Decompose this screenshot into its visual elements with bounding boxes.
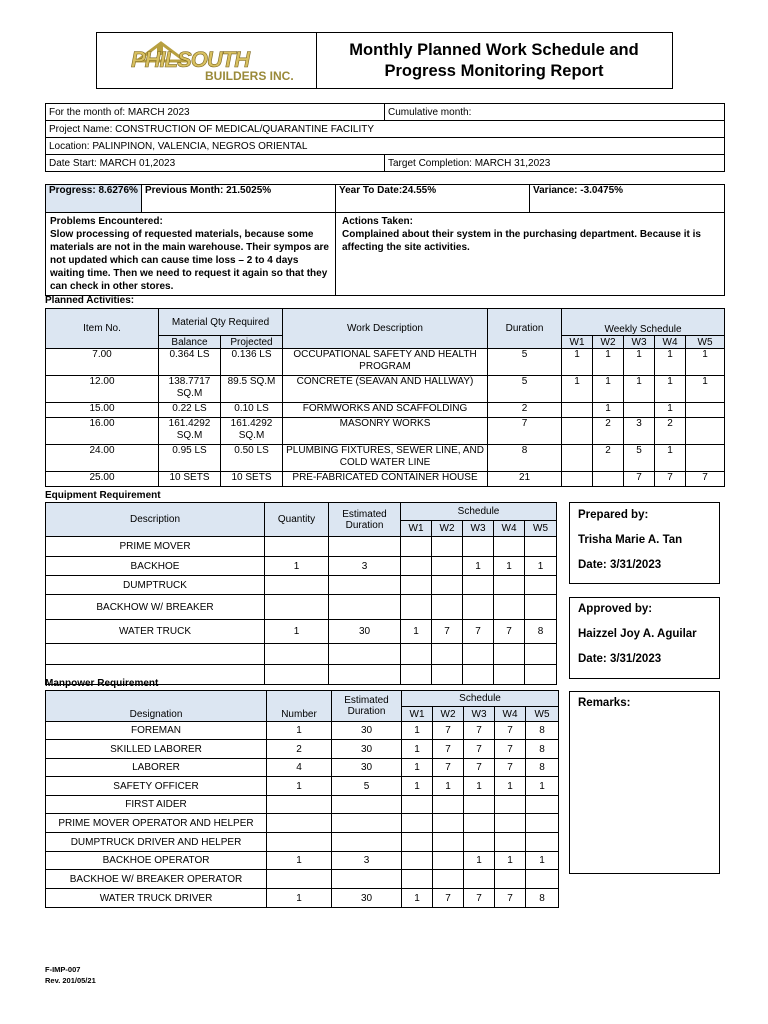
table-cell: 1: [562, 349, 593, 376]
manpower-row: [46, 740, 559, 759]
table-cell: [525, 665, 557, 685]
col-week-1: W1: [402, 707, 433, 722]
table-cell: 25.00: [46, 472, 159, 487]
table-cell: 7: [495, 740, 526, 759]
table-cell: [526, 814, 559, 833]
previous-month-value: Previous Month: 21.5025%: [142, 185, 336, 213]
table-cell: [463, 537, 494, 557]
table-cell: 1: [402, 722, 433, 740]
table-cell: 1: [495, 777, 526, 796]
equipment-row: [46, 644, 557, 665]
table-cell: 7.00: [46, 349, 159, 376]
table-cell: PRIME MOVER OPERATOR AND HELPER: [46, 814, 267, 833]
activity-row: [46, 472, 725, 487]
col-week-2: W2: [432, 521, 463, 537]
table-cell: PRE-FABRICATED CONTAINER HOUSE: [283, 472, 488, 487]
col-week-5: W5: [686, 336, 725, 349]
table-cell: 1: [265, 557, 329, 576]
col-material-qty: Material Qty Required: [159, 309, 283, 336]
table-cell: 8: [526, 889, 559, 908]
table-cell: 1: [402, 889, 433, 908]
table-cell: [432, 557, 463, 576]
col-week-5: W5: [526, 707, 559, 722]
table-cell: 10 SETS: [221, 472, 283, 487]
table-cell: 0.10 LS: [221, 403, 283, 418]
table-cell: 7: [495, 722, 526, 740]
table-cell: [329, 595, 401, 620]
table-cell: 1: [402, 777, 433, 796]
form-code: F-IMP-007: [45, 965, 81, 974]
table-cell: 7: [463, 620, 494, 644]
table-cell: 7: [655, 472, 686, 487]
table-cell: 1: [655, 349, 686, 376]
table-cell: 8: [526, 740, 559, 759]
table-cell: 30: [332, 722, 402, 740]
table-cell: [463, 644, 494, 665]
table-cell: 1: [655, 376, 686, 403]
actions-cell: [336, 213, 725, 296]
table-cell: [265, 665, 329, 685]
table-cell: [401, 576, 432, 595]
col-description: Description: [46, 503, 265, 537]
table-cell: PLUMBING FIXTURES, SEWER LINE, AND COLD WATER LINE: [283, 445, 488, 472]
table-cell: 1: [464, 777, 495, 796]
table-cell: [686, 418, 725, 445]
col-week-2: W2: [433, 707, 464, 722]
table-cell: BACKHOE OPERATOR: [46, 852, 267, 870]
table-cell: 1: [463, 557, 494, 576]
manpower-requirement-label: Manpower Requirement: [45, 678, 159, 689]
table-cell: 2: [593, 418, 624, 445]
col-estimated-duration: Estimated Duration: [329, 503, 401, 537]
table-cell: 0.50 LS: [221, 445, 283, 472]
equipment-requirement-label: Equipment Requirement: [45, 490, 161, 501]
table-cell: 5: [624, 445, 655, 472]
table-cell: MASONRY WORKS: [283, 418, 488, 445]
problems-cell: [46, 213, 336, 296]
col-schedule: Schedule: [402, 691, 559, 707]
table-cell: 1: [525, 557, 557, 576]
equipment-row: [46, 557, 557, 576]
table-cell: 161.4292 SQ.M: [221, 418, 283, 445]
table-cell: 2: [593, 445, 624, 472]
manpower-row: [46, 796, 559, 814]
col-week-3: W3: [464, 707, 495, 722]
table-cell: [332, 833, 402, 852]
col-weekly-schedule: Weekly Schedule: [562, 309, 725, 336]
table-cell: 1: [494, 557, 525, 576]
table-cell: [464, 833, 495, 852]
table-cell: 1: [267, 777, 332, 796]
project-name-field: Project Name: CONSTRUCTION OF MEDICAL/QUARANTINE FACILITY: [46, 121, 725, 138]
table-cell: 89.5 SQ.M: [221, 376, 283, 403]
table-cell: [433, 796, 464, 814]
table-cell: [494, 595, 525, 620]
report-title: Monthly Planned Work Schedule and Progress Monitoring Report: [349, 41, 639, 80]
table-cell: 8: [526, 759, 559, 777]
table-cell: [495, 833, 526, 852]
table-cell: [562, 418, 593, 445]
problems-text: Slow processing of requested materials, because some materials are not in the main warehouse. Their sympos are not updated which can cause time loss – 2 to 4 days waiting time. Then we need to request it again so that they can check in other stores.: [50, 229, 329, 292]
table-cell: PRIME MOVER: [46, 537, 265, 557]
table-cell: WATER TRUCK: [46, 620, 265, 644]
table-cell: [433, 814, 464, 833]
table-cell: 5: [488, 376, 562, 403]
year-to-date-value: Year To Date:24.55%: [336, 185, 530, 213]
table-cell: LABORER: [46, 759, 267, 777]
col-estimated-duration: Estimated Duration: [332, 691, 402, 722]
table-cell: SKILLED LABORER: [46, 740, 267, 759]
table-cell: [401, 644, 432, 665]
manpower-row: [46, 852, 559, 870]
col-projected: Projected: [221, 336, 283, 349]
table-cell: [525, 644, 557, 665]
approved-by-name: Haizzel Joy A. Aguilar: [578, 628, 697, 640]
prepared-by-date: Date: 3/31/2023: [578, 559, 662, 571]
remarks-label: Remarks:: [578, 697, 631, 709]
col-item-no: Item No.: [46, 309, 159, 349]
header-box: [96, 32, 673, 89]
table-cell: [432, 644, 463, 665]
table-cell: [432, 537, 463, 557]
table-cell: [593, 472, 624, 487]
table-cell: 30: [332, 889, 402, 908]
equipment-row: [46, 620, 557, 644]
table-cell: [463, 595, 494, 620]
table-cell: [463, 576, 494, 595]
logo-brand-top: PHILSOUTH: [131, 47, 250, 72]
table-cell: FIRST AIDER: [46, 796, 267, 814]
col-week-4: W4: [494, 521, 525, 537]
table-cell: [495, 796, 526, 814]
table-cell: [265, 576, 329, 595]
table-cell: [432, 665, 463, 685]
table-cell: [433, 833, 464, 852]
table-cell: [402, 870, 433, 889]
table-cell: 8: [526, 722, 559, 740]
table-cell: [267, 796, 332, 814]
prepared-by-name: Trisha Marie A. Tan: [578, 534, 683, 546]
col-quantity: Quantity: [265, 503, 329, 537]
table-cell: 7: [495, 759, 526, 777]
table-cell: 1: [526, 777, 559, 796]
table-cell: 3: [332, 852, 402, 870]
table-cell: 1: [265, 620, 329, 644]
table-cell: 7: [433, 759, 464, 777]
activity-row: [46, 403, 725, 418]
col-schedule: Schedule: [401, 503, 557, 521]
table-cell: [332, 814, 402, 833]
logo-brand-bottom: BUILDERS INC.: [205, 69, 294, 83]
table-cell: [525, 537, 557, 557]
table-cell: 21: [488, 472, 562, 487]
table-cell: [464, 796, 495, 814]
actions-text: Complained about their system in the purchasing department. Because it is affecting the site activities.: [342, 229, 701, 253]
table-cell: WATER TRUCK DRIVER: [46, 889, 267, 908]
manpower-row: [46, 759, 559, 777]
table-cell: BACKHOE W/ BREAKER OPERATOR: [46, 870, 267, 889]
table-cell: [265, 644, 329, 665]
table-cell: [402, 814, 433, 833]
activity-row: [46, 445, 725, 472]
table-cell: 1: [624, 376, 655, 403]
approved-by-date: Date: 3/31/2023: [578, 653, 662, 665]
actions-label: Actions Taken:: [342, 216, 413, 227]
manpower-row: [46, 889, 559, 908]
table-cell: 2: [488, 403, 562, 418]
table-cell: [526, 833, 559, 852]
table-cell: FORMWORKS AND SCAFFOLDING: [283, 403, 488, 418]
equipment-row: [46, 537, 557, 557]
table-cell: [265, 595, 329, 620]
col-balance: Balance: [159, 336, 221, 349]
table-cell: [267, 814, 332, 833]
table-cell: [525, 595, 557, 620]
table-cell: [329, 665, 401, 685]
remarks-box: [569, 691, 720, 874]
table-cell: 5: [332, 777, 402, 796]
table-cell: 7: [624, 472, 655, 487]
manpower-row: [46, 814, 559, 833]
table-cell: 1: [655, 403, 686, 418]
table-cell: [329, 537, 401, 557]
col-week-3: W3: [624, 336, 655, 349]
table-cell: [562, 472, 593, 487]
table-cell: DUMPTRUCK: [46, 576, 265, 595]
table-cell: 7: [464, 889, 495, 908]
table-cell: 7: [433, 722, 464, 740]
table-cell: [432, 576, 463, 595]
prepared-by-label: Prepared by:: [578, 509, 649, 521]
table-cell: 8: [488, 445, 562, 472]
table-cell: [495, 814, 526, 833]
month-field: For the month of: MARCH 2023: [46, 104, 385, 121]
table-cell: [494, 537, 525, 557]
table-cell: [265, 537, 329, 557]
table-cell: [46, 644, 265, 665]
table-cell: DUMPTRUCK DRIVER AND HELPER: [46, 833, 267, 852]
table-cell: [525, 576, 557, 595]
manpower-row: [46, 777, 559, 796]
table-cell: 1: [593, 349, 624, 376]
table-cell: [494, 644, 525, 665]
table-cell: [401, 537, 432, 557]
manpower-row: [46, 722, 559, 740]
variance-value: Variance: -3.0475%: [530, 185, 725, 213]
table-cell: 30: [329, 620, 401, 644]
table-cell: 2: [655, 418, 686, 445]
table-cell: 7: [433, 889, 464, 908]
table-cell: [562, 445, 593, 472]
table-cell: 4: [267, 759, 332, 777]
table-cell: 1: [402, 740, 433, 759]
table-cell: 1: [267, 722, 332, 740]
table-cell: 0.22 LS: [159, 403, 221, 418]
table-cell: [463, 665, 494, 685]
table-cell: BACKHOE: [46, 557, 265, 576]
table-cell: 1: [686, 349, 725, 376]
table-cell: 7: [686, 472, 725, 487]
table-cell: 0.364 LS: [159, 349, 221, 376]
table-cell: 1: [624, 349, 655, 376]
table-cell: CONCRETE (SEAVAN AND HALLWAY): [283, 376, 488, 403]
table-cell: 8: [525, 620, 557, 644]
col-week-1: W1: [562, 336, 593, 349]
table-cell: [464, 814, 495, 833]
manpower-table: [45, 690, 559, 908]
table-cell: [402, 852, 433, 870]
table-cell: 7: [464, 740, 495, 759]
table-cell: 161.4292 SQ.M: [159, 418, 221, 445]
table-cell: 138.7717 SQ.M: [159, 376, 221, 403]
table-cell: 1: [267, 852, 332, 870]
table-cell: 1: [495, 852, 526, 870]
table-cell: 5: [488, 349, 562, 376]
table-cell: 1: [526, 852, 559, 870]
table-cell: 1: [686, 376, 725, 403]
manpower-row: [46, 870, 559, 889]
prepared-by-box: [569, 502, 720, 584]
progress-value: Progress: 8.6276%: [46, 185, 142, 213]
table-cell: 0.95 LS: [159, 445, 221, 472]
table-cell: 30: [332, 740, 402, 759]
table-cell: [401, 595, 432, 620]
activity-row: [46, 376, 725, 403]
table-cell: 1: [655, 445, 686, 472]
table-cell: 7: [464, 722, 495, 740]
table-cell: FOREMAN: [46, 722, 267, 740]
table-cell: 7: [495, 889, 526, 908]
col-week-2: W2: [593, 336, 624, 349]
table-cell: 3: [624, 418, 655, 445]
col-designation: Designation: [46, 691, 267, 722]
project-info-table: [45, 103, 725, 172]
table-cell: BACKHOW W/ BREAKER: [46, 595, 265, 620]
table-cell: [686, 445, 725, 472]
table-cell: 10 SETS: [159, 472, 221, 487]
col-week-4: W4: [495, 707, 526, 722]
col-week-5: W5: [525, 521, 557, 537]
col-week-3: W3: [463, 521, 494, 537]
table-cell: 1: [401, 620, 432, 644]
company-logo: [97, 33, 317, 88]
approved-by-label: Approved by:: [578, 603, 653, 615]
table-cell: 24.00: [46, 445, 159, 472]
table-cell: [402, 833, 433, 852]
table-cell: [526, 870, 559, 889]
progress-table: [45, 184, 725, 296]
table-cell: 1: [593, 403, 624, 418]
approved-by-box: [569, 597, 720, 679]
table-cell: [267, 870, 332, 889]
table-cell: [494, 665, 525, 685]
cumulative-field: Cumulative month:: [385, 104, 725, 121]
table-cell: 1: [433, 777, 464, 796]
table-cell: [464, 870, 495, 889]
table-cell: [433, 870, 464, 889]
table-cell: 1: [562, 376, 593, 403]
table-cell: [433, 852, 464, 870]
table-cell: OCCUPATIONAL SAFETY AND HEALTH PROGRAM: [283, 349, 488, 376]
table-cell: 30: [332, 759, 402, 777]
col-number: Number: [267, 691, 332, 722]
manpower-row: [46, 833, 559, 852]
table-cell: 7: [464, 759, 495, 777]
table-cell: 16.00: [46, 418, 159, 445]
table-cell: 1: [402, 759, 433, 777]
equipment-row: [46, 576, 557, 595]
table-cell: 12.00: [46, 376, 159, 403]
table-cell: 1: [593, 376, 624, 403]
table-cell: [267, 833, 332, 852]
table-cell: [432, 595, 463, 620]
table-cell: [495, 870, 526, 889]
table-cell: [526, 796, 559, 814]
location-field: Location: PALINPINON, VALENCIA, NEGROS ORIENTAL: [46, 138, 725, 155]
table-cell: [686, 403, 725, 418]
activity-row: [46, 418, 725, 445]
table-cell: [401, 557, 432, 576]
table-cell: 2: [267, 740, 332, 759]
table-cell: [402, 796, 433, 814]
table-cell: 3: [329, 557, 401, 576]
planned-activities-table: [45, 308, 725, 487]
table-cell: [332, 796, 402, 814]
table-cell: 7: [494, 620, 525, 644]
target-completion-field: Target Completion: MARCH 31,2023: [385, 155, 725, 172]
col-week-4: W4: [655, 336, 686, 349]
table-cell: 15.00: [46, 403, 159, 418]
table-cell: [329, 644, 401, 665]
table-cell: [401, 665, 432, 685]
table-cell: 0.136 LS: [221, 349, 283, 376]
table-cell: SAFETY OFFICER: [46, 777, 267, 796]
activity-row: [46, 349, 725, 376]
table-cell: [624, 403, 655, 418]
date-start-field: Date Start: MARCH 01,2023: [46, 155, 385, 172]
table-cell: [494, 576, 525, 595]
table-cell: [562, 403, 593, 418]
form-revision: Rev. 201/05/21: [45, 976, 96, 985]
table-cell: [332, 870, 402, 889]
table-cell: 1: [464, 852, 495, 870]
table-cell: 7: [488, 418, 562, 445]
col-week-1: W1: [401, 521, 432, 537]
col-work-description: Work Description: [283, 309, 488, 349]
table-cell: 1: [267, 889, 332, 908]
problems-label: Problems Encountered:: [50, 216, 163, 227]
equipment-table: [45, 502, 557, 685]
col-duration: Duration: [488, 309, 562, 349]
equipment-row: [46, 595, 557, 620]
planned-activities-label: Planned Activities:: [45, 295, 135, 306]
table-cell: 7: [433, 740, 464, 759]
table-cell: 7: [432, 620, 463, 644]
table-cell: [329, 576, 401, 595]
